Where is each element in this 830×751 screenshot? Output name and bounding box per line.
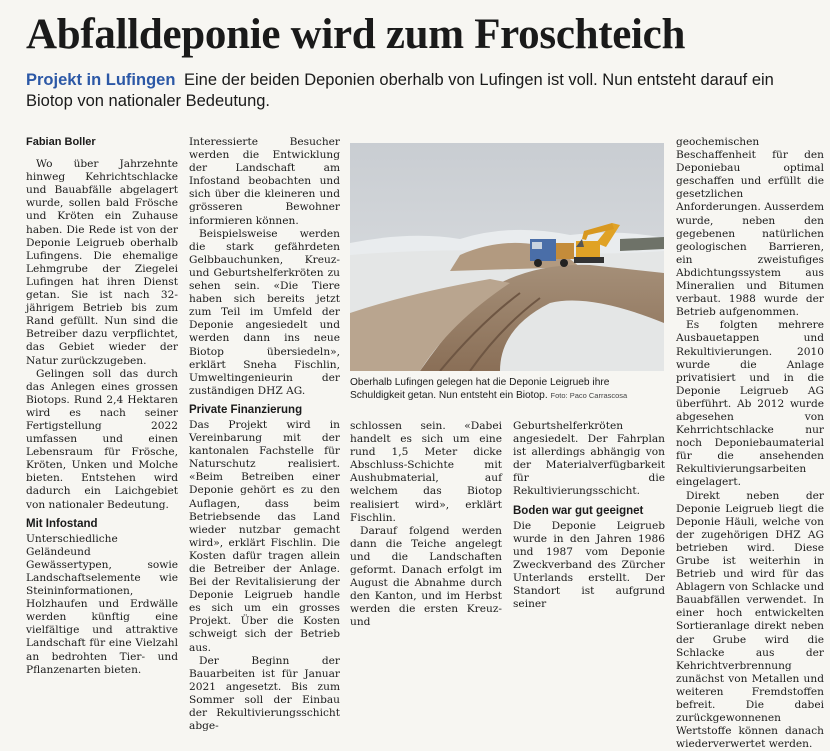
column-2 — [189, 136, 340, 733]
lead-text: Eine der beiden Deponien oberhalb von Lufingen ist voll. Nun entsteht darauf ein Biotop von nationaler Bedeutung. — [26, 71, 774, 110]
kicker: Projekt in Lufingen — [26, 71, 176, 89]
landfill-photo — [350, 143, 664, 371]
article-photo — [350, 143, 664, 371]
paragraph: Gelingen soll das durch das Anlegen eines grossen Biotops. Rund 2,4 Hektaren wird es nach seiner Fertigstellung 2022 umfassen und einen Lebensraum für Frösche, Kröten, Unken und Molche bieten. Entstehen wird dadurch ein Laichgebiet von nationaler Bedeutung. — [26, 367, 178, 511]
column-5 — [676, 136, 824, 751]
paragraph: Wo über Jahrzehnte hinweg Kehrichtschlacke und Bauabfälle abgelagert wurde, sollen bald Frösche und Kröten ein Zuhause haben. Die Rede ist von der Deponie Leigrueb oberhalb Lufingens. Die ehemalige Lehmgrube der Ziegelei Lufingen hat ihren Dienst getan. Sie ist nach 32-jährigem Betrieb bis zum Rand gefüllt. Nun sind die Betreiber dazu verpflichtet, das Gebiet wieder der Natur zurückzugeben. — [26, 158, 178, 367]
subheading: Mit Infostand — [26, 517, 98, 530]
paragraph: Darauf folgend werden dann die Teiche angelegt und die Landschaften geformt. Danach erfolgt im August die Abnahme durch den Kanton, und im Herbst werden die ersten Kreuz- und — [350, 524, 502, 629]
subheading: Boden war gut geeignet — [513, 504, 644, 517]
column-1 — [26, 136, 178, 677]
paragraph: Es folgten mehrere Ausbauetappen und Rekultivierungen. 2010 wurde die Anlage privatisiert und in die Deponie Leigrueb AG überführt. Ab 2012 wurde abgesehen von Kehrrichtschlacke nur noch Deponiebaumaterial für die ansehenden Rekultivierungsarbeiten eingelagert. — [676, 319, 824, 489]
column-4 — [513, 420, 665, 611]
paragraph: Geburtshelferkröten angesiedelt. Der Fahrplan ist allerdings abhängig von der Materialverfügbarkeit für die Rekultivierungsschicht. — [513, 420, 665, 498]
headline: Abfalldeponie wird zum Froschteich — [26, 11, 686, 58]
paragraph: Interessierte Besucher werden die Entwicklung der Landschaft am Infostand beobachten und sich über die kleineren und grösseren Bewohner informieren können. — [189, 136, 340, 227]
paragraph: geochemischen Beschaffenheit für den Deponiebau optimal geschaffen und erfüllt die gesetzlichen Anforderungen. Ausserdem wurde, neben den gegebenen natürlichen geologischen Barrieren, ein zweistufiges Abdichtungssystem aus Mineralien und Bitumen verbaut. 1988 wurde der Betrieb aufgenommen. — [676, 136, 824, 319]
paragraph: Die Deponie Leigrueb wurde in den Jahren 1986 und 1987 vom Deponie Zweckverband des Zürcher Unterlands erstellt. Der Standort ist aufgrund seiner — [513, 519, 665, 611]
caption-text: Oberhalb Lufingen gelegen hat die Deponie Leigrueb ihre Schuldigkeit getan. Nun entsteht ein Biotop. — [350, 377, 610, 401]
subheading: Private Finanzierung — [189, 403, 303, 416]
paragraph: Unterschiedliche Geländeund Gewässertypen, sowie Landschaftselemente wie Steininformationen, Holzhaufen und Erdwälle werden künftig eine vielfältige und attraktive Landschaft für eine Vielzahl an bedrohten Tier- und Pflanzenarten bieten. — [26, 532, 178, 676]
paragraph: Beispielsweise werden die stark gefährdeten Gelbbauchunken, Kreuz- und Geburtshelferkröten zu sehen sein. «Die Tiere haben sich bereits jetzt zum Teil im Umfeld der Deponie angesiedelt und werden dann ins neue Biotop übersiedeln», erklärt Sneha Fischlin, Umweltingenieurin der zuständigen DHZ AG. — [189, 227, 340, 397]
paragraph: Direkt neben der Deponie Leigrueb liegt die Deponie Häuli, welche von der zugehörigen DHZ AG betrieben wird. Diese Grube ist weiterhin in Betrieb und wird für das Ablagern von Schlacke und Bauabfällen verwendet. In einer hoch entwickelten Sortieranlage direkt neben der Grube wird die Schlacke aus der Kehrichtverbrennung zunächst von Metallen und weiteren Fremdstoffen befreit. Die dabei zurückgewonnenen Wertstoffe können danach wiederverwertet werden. — [676, 489, 824, 751]
photo-caption — [350, 377, 666, 403]
author-byline: Fabian Boller — [26, 136, 96, 148]
paragraph: Der Beginn der Bauarbeiten ist für Januar 2021 angesetzt. Bis zum Sommer soll der Einbau der Rekultivierungsschicht abge- — [189, 654, 340, 733]
paragraph: Das Projekt wird in Vereinbarung mit der kantonalen Fachstelle für Naturschutz realisiert. «Beim Betreiben einer Deponie gehört es zu den Auflagen, dass beim Betriebsende das Land wieder nutzbar gemacht wird», erklärt Fischlin. Die Kosten dafür tragen allein die Betreiber der Anlage. Bei der Revitalisierung der Deponie Leigrueb handle es sich um ein grosses Projekt. Über die Kosten schweigt sich der Betrieb aus. — [189, 418, 340, 654]
photo-credit: Foto: Paco Carrascosa — [550, 390, 628, 400]
paragraph: schlossen sein. «Dabei handelt es sich um eine rund 1,5 Meter dicke Abschluss-Schichte mit Aushubmaterial, auf welchem das Biotop realisiert wird», erklärt Fischlin. — [350, 420, 502, 524]
column-3 — [350, 420, 502, 630]
lead-paragraph — [26, 70, 816, 112]
